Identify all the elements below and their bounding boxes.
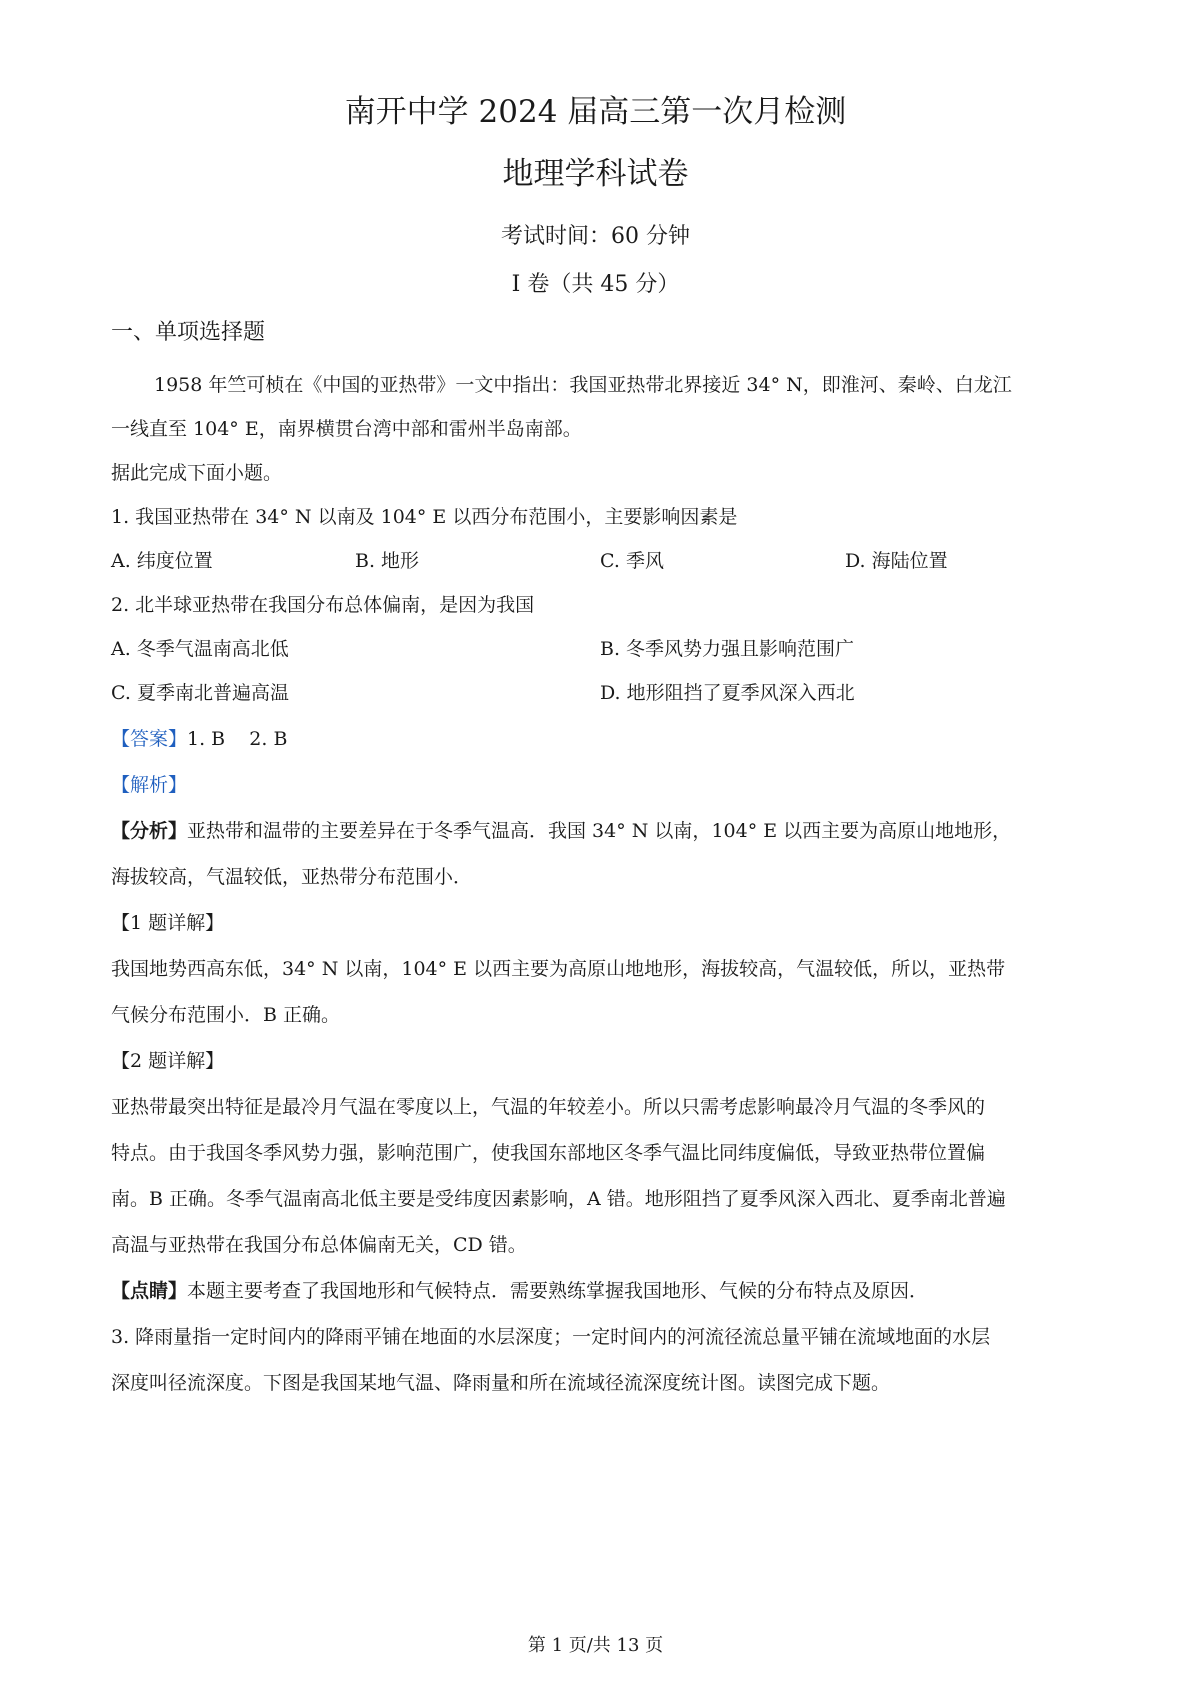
intro-line-3: 据此完成下面小题。 [111,462,283,484]
detail-1-line-2: 气候分布范围小．B 正确。 [111,1004,341,1026]
detail-2-line-2: 特点。由于我国冬季风势力强，影响范围广，使我国东部地区冬季气温比同纬度偏低，导致亚热带位置偏 [111,1142,986,1164]
dianjing-tag: 【点睛】 [111,1280,188,1302]
fenxi-line-1 [111,818,1011,844]
question-2-option-a: A. 冬季气温南高北低 [111,638,289,660]
question-2-option-d: D. 地形阻挡了夏季风深入西北 [600,682,855,704]
question-2-stem: 2. 北半球亚热带在我国分布总体偏南，是因为我国 [111,594,535,616]
section-heading: 一、单项选择题 [111,320,266,345]
question-1-stem: 1. 我国亚热带在 34° N 以南及 104° E 以西分布范围小，主要影响因素是 [111,506,738,528]
fenxi-line-2: 海拔较高，气温较低，亚热带分布范围小． [111,866,473,888]
detail-2-line-1: 亚热带最突出特征是最冷月气温在零度以上，气温的年较差小。所以只需考虑影响最冷月气温的冬季风的 [111,1096,986,1118]
question-1-option-a: A. 纬度位置 [111,550,213,572]
analysis-tag: 【解析】 [111,774,188,796]
question-2-option-c: C. 夏季南北普遍高温 [111,682,289,704]
question-1-option-b: B. 地形 [355,550,420,572]
dianjing-text: 本题主要考查了我国地形和气候特点．需要熟练掌握我国地形、气候的分布特点及原因． [187,1280,929,1302]
page-footer: 第 1 页/共 13 页 [527,1635,664,1656]
exam-subject-title: 地理学科试卷 [502,156,689,192]
question-2-option-b: B. 冬季风势力强且影响范围广 [600,638,855,660]
question-3-line-1: 3. 降雨量指一定时间内的降雨平铺在地面的水层深度；一定时间内的河流径流总量平铺在流域地面的水层 [111,1326,991,1348]
question-1-option-c: C. 季风 [600,550,664,572]
answer-text: 1. B 2. B [187,728,288,750]
detail-2-tag: 【2 题详解】 [111,1050,225,1072]
question-1-option-d: D. 海陆位置 [845,550,948,572]
intro-line-1: 1958 年竺可桢在《中国的亚热带》一文中指出：我国亚热带北界接近 34° N，即淮河、秦岭、白龙江 [154,374,1012,396]
fenxi-text-1: 亚热带和温带的主要差异在于冬季气温高．我国 34° N 以南，104° E 以西主要为高原山地地形， [187,820,1012,842]
exam-title: 南开中学 2024 届高三第一次月检测 [344,94,847,130]
answer-line [111,726,287,752]
answer-tag: 【答案】 [111,728,188,750]
question-3-line-2: 深度叫径流深度。下图是我国某地气温、降雨量和所在流域径流深度统计图。读图完成下题。 [111,1372,891,1394]
dianjing-line [111,1278,928,1304]
exam-time: 考试时间：60 分钟 [501,224,690,249]
fenxi-tag: 【分析】 [111,820,188,842]
detail-2-line-3: 南。B 正确。冬季气温南高北低主要是受纬度因素影响，A 错。地形阻挡了夏季风深入西北、夏季南北普遍 [111,1188,1006,1210]
detail-2-line-4: 高温与亚热带在我国分布总体偏南无关，CD 错。 [111,1234,527,1256]
volume-label: I 卷（共 45 分） [511,272,680,297]
intro-line-2: 一线直至 104° E，南界横贯台湾中部和雷州半岛南部。 [111,418,582,440]
detail-1-tag: 【1 题详解】 [111,912,225,934]
detail-1-line-1: 我国地势西高东低，34° N 以南，104° E 以西主要为高原山地地形，海拔较高，气温较低，所以，亚热带 [111,958,1006,980]
